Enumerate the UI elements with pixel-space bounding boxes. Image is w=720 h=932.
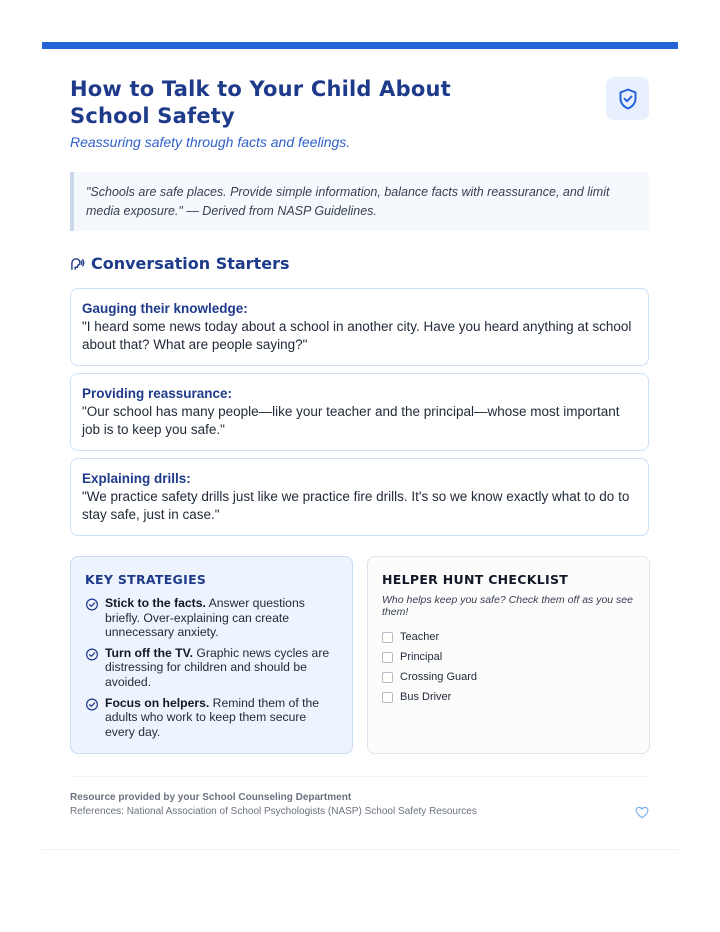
checklist-intro: Who helps keep you safe? Check them off as you see them! [382,594,633,618]
starter-label: Providing reassurance: [82,386,233,401]
checklist-item[interactable] [382,627,635,647]
starter-label: Explaining drills: [82,471,191,486]
starter-card [70,288,649,366]
checkbox[interactable] [382,652,393,663]
footer-references: References: National Association of School Psychologists (NASP) School Safety Resources [70,806,477,817]
strategy-title: Stick to the facts. [105,596,206,610]
starter-card [70,458,649,536]
page-bottom-divider [42,849,678,850]
footer-divider [70,776,649,777]
check-circle-icon [85,598,99,611]
checklist-item[interactable] [382,687,635,707]
checkbox[interactable] [382,672,393,683]
speaking-head-icon [70,256,85,271]
checklist-heading: HELPER HUNT CHECKLIST [382,572,569,587]
strategy-item [85,596,338,640]
starter-text: "We practice safety drills just like we practice fire drills. It's so we know exactly what to do to stay safe, just in case." [82,489,630,522]
strategy-item [85,696,338,740]
footer-credit: Resource provided by your School Counseling Department [70,792,352,803]
strategy-text: Graphic news cycles are distressing for children and should be avoided. [105,645,330,689]
conversation-starters-heading [70,254,289,273]
checklist-item-label: Crossing Guard [400,671,478,683]
strategy-title: Turn off the TV. [105,645,194,660]
checkbox[interactable] [382,632,393,643]
checklist-item[interactable] [382,667,635,687]
strategy-item [85,646,338,690]
shield-check-icon [616,87,640,111]
strategy-title: Focus on helpers. [105,695,210,710]
strategies-heading: KEY STRATEGIES [85,572,207,587]
starter-label: Gauging their knowledge: [82,301,248,316]
checklist-item[interactable] [382,647,635,667]
section-title: Conversation Starters [91,254,290,273]
heart-icon [635,806,649,819]
check-circle-icon [85,698,99,711]
starter-text: "Our school has many people—like your teacher and the principal—whose most important job is to keep you safe." [82,404,620,437]
key-strategies-panel [70,556,353,754]
checklist-item-label: Principal [400,651,443,663]
checklist-item-label: Bus Driver [400,691,452,703]
shield-badge [606,77,649,120]
starter-card [70,373,649,451]
check-circle-icon [85,648,99,661]
top-accent-bar [42,42,678,49]
guideline-quote: "Schools are safe places. Provide simple information, balance facts with reassurance, and limit media exposure." — Derived from NASP Guidelines. [70,172,649,231]
page-title: How to Talk to Your Child About School Safety [70,77,451,128]
strategy-text: Answer questions briefly. Over-explaining can create unnecessary anxiety. [105,596,305,640]
strategy-text: Remind them of the adults who work to keep them secure every day. [105,695,320,739]
checklist-item-label: Teacher [400,631,440,643]
helper-hunt-checklist [367,556,650,754]
page-subtitle: Reassuring safety through facts and feelings. [70,134,351,150]
starter-text: "I heard some news today about a school in another city. Have you heard anything at school about that? What are people saying?" [82,319,632,352]
checkbox[interactable] [382,692,393,703]
